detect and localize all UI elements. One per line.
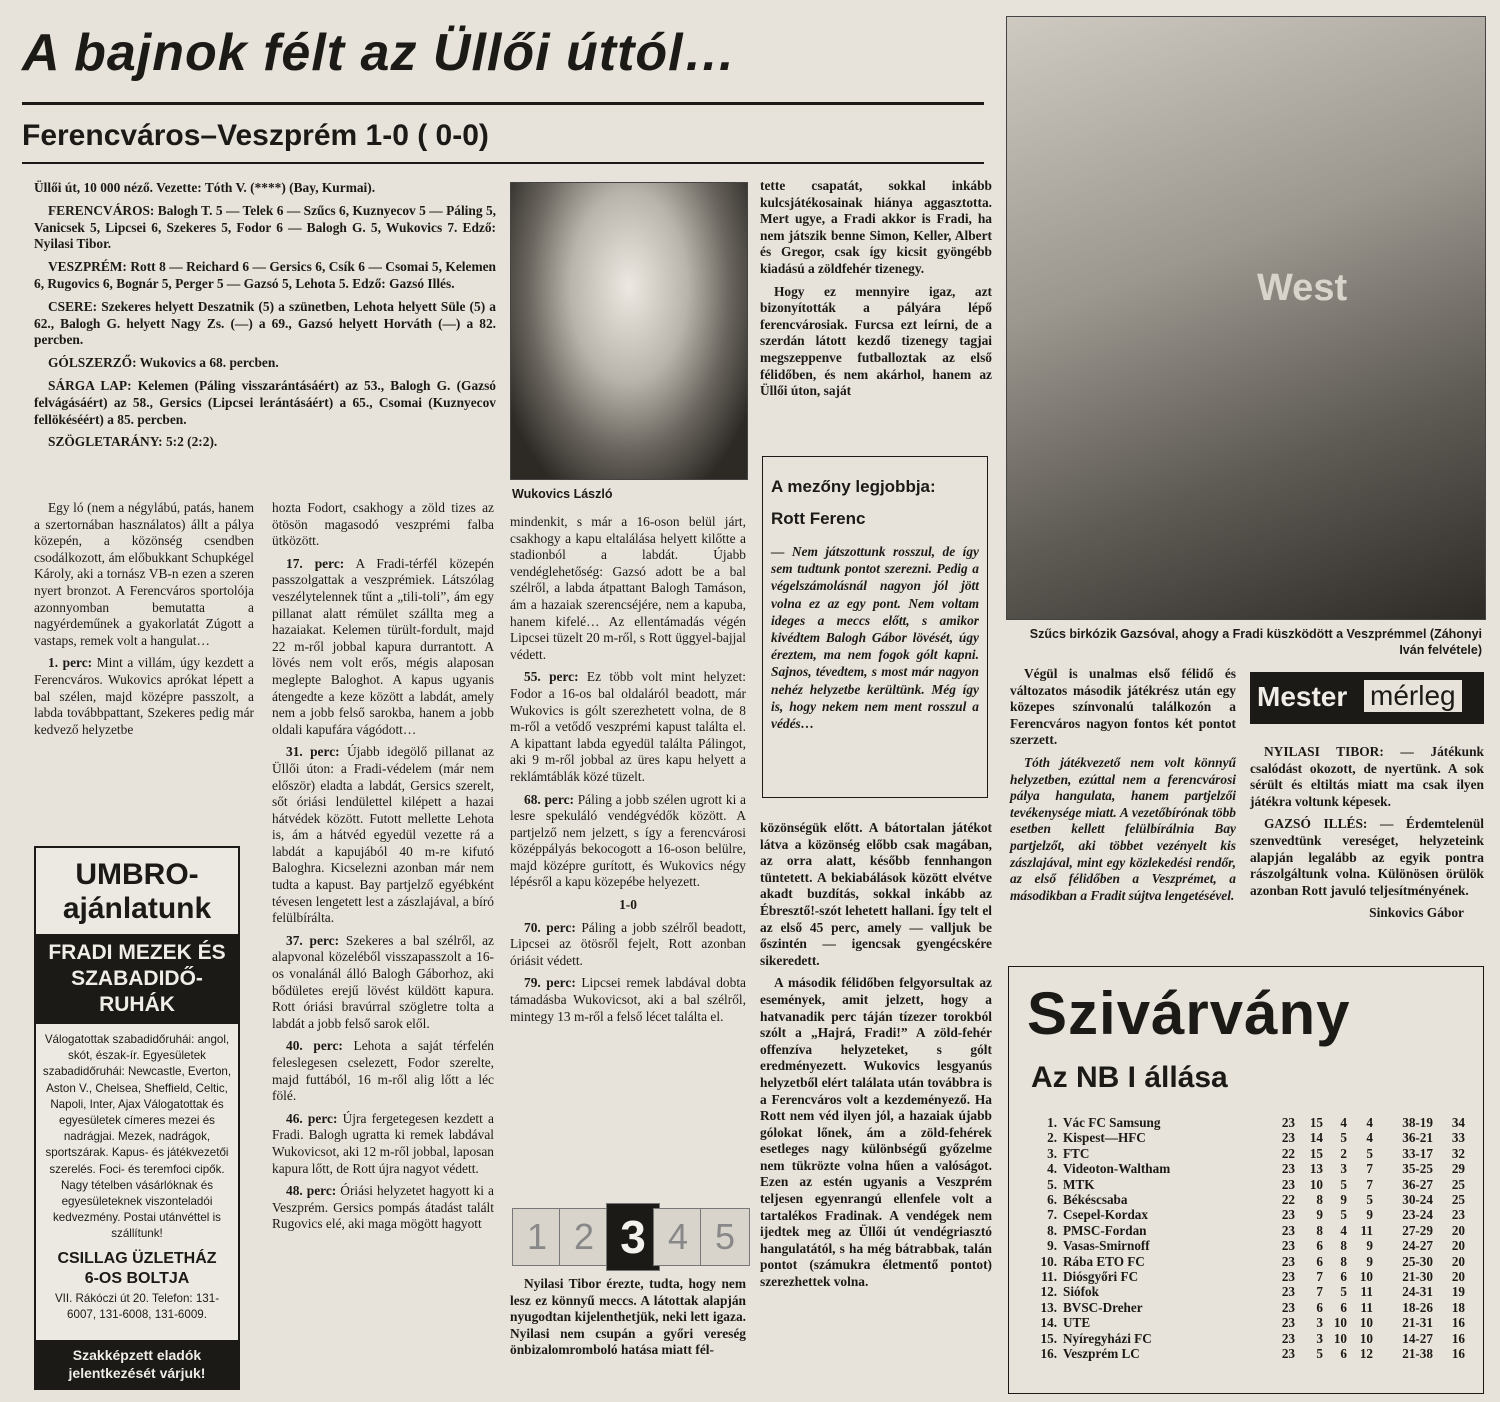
cell-goals: 25-30: [1402, 1253, 1433, 1269]
gazso-text: — Érdemtelenül szenvedtünk vereséget, helyzeteink alapján legalább az egyik pontra rászolgáltunk volna. Különösen örülök azonban Rott javuló teljesítményének.: [1250, 816, 1484, 898]
cell-team: BVSC-Dreher: [1063, 1299, 1143, 1315]
cell-l: 11: [1360, 1222, 1373, 1238]
paragraph-text: Lipcsei remek labdával dobta támadásba Wukovicsot, aki a bal szélről, mintegy 13 m-ről a felső lécet találta el.: [510, 975, 746, 1024]
paragraph-text: Páling a jobb szélről beadott, Lipcsei az ötösről fejelt, Rott azonban óriásit védett.: [510, 919, 746, 968]
best-player-box: [762, 456, 988, 798]
cell-pos: 14.: [1040, 1315, 1057, 1331]
minute-label: 31. perc:: [286, 744, 340, 760]
cell-d: 9: [1340, 1192, 1347, 1207]
cell-pts: 33: [1451, 1130, 1465, 1146]
paragraph: [510, 792, 746, 892]
cell-l: 9: [1366, 1253, 1373, 1269]
cell-goals: 21-31: [1402, 1315, 1433, 1331]
cell-p: 22: [1281, 1145, 1295, 1161]
paragraph-text: Páling a jobb szélen ugrott ki a lesre spekuláló vendégvédők között. A partjelző nem jelzett, s így a ferencvárosi középpályás bekocogott a 16-oson belülre, majd középre gurított, és Wukovics négy lépésről a kapu közepébe helyezett.: [510, 791, 746, 890]
cell-w: 6: [1316, 1299, 1323, 1315]
standings-subtitle: Az NB I állása: [1031, 1061, 1228, 1094]
cell-goals: 24-27: [1402, 1238, 1433, 1254]
cell-d: 8: [1340, 1238, 1347, 1254]
gazso-label: GAZSÓ ILLÉS:: [1264, 816, 1368, 832]
cell-l: 12: [1359, 1346, 1373, 1361]
cell-pts: 16: [1451, 1346, 1465, 1361]
cell-l: 10: [1359, 1330, 1373, 1346]
cell-goals: 21-38: [1402, 1346, 1433, 1361]
yellow-cards: SÁRGA LAP: Kelemen (Páling visszarántásáért) az 53., Balogh G. (Gazsó felvágásáért) az 58., Gersics (Lipcsei lerántásáért) a 65., Csomai (Kuznyecov fellökéséért) a 85. percben.: [34, 377, 496, 427]
cell-w: 5: [1316, 1346, 1323, 1361]
toth-paragraph: Tóth játékvezető nem volt könnyű helyzetben, ezúttal nem a ferencvárosi pálya hangulata, hanem partjelzői tevékenysége miatt. A vezetőbírónak több esetben kellett felülbírálnia Bay partjelzőt, aki többet vezényelt kis zászlajával, mint egy közlekedési rendőr, az első félidőben a Veszprémet, a másodikban a Fradit sújtva lengetésével.: [1010, 754, 1236, 903]
cell-w: 3: [1316, 1330, 1323, 1346]
cell-team: MTK: [1063, 1176, 1095, 1192]
article-column-1: [34, 500, 254, 744]
cell-p: 23: [1281, 1176, 1295, 1192]
cell-d: 4: [1340, 1222, 1347, 1238]
paragraph-text: Szekeres a bal szélről, az alapvonal közeléből visszapasszolt a 16-os vonalánál álló Balogh Gáborhoz, aki bődületes erejű lövést küldött kapura. Rott óriási bravúrral szögletre tolta a labdát a jobb felső sarok elől.: [272, 932, 494, 1031]
subheadline-rule: [22, 162, 984, 164]
cell-goals: 14-27: [1402, 1330, 1433, 1346]
col4-p2: Hogy ez mennyire igaz, azt bizonyították a pályára lépő ferencvárosiak. Furcsa ezt leírni, de a szerdán látott kezdő tizenegy tagjai megszeppenve futballoztak az első félidőben, és nem akárhol, hanem az Üllői úton, saját: [760, 283, 992, 399]
paragraph-text: A Fradi-térfél közepén passzolgattak a veszprémiek. Látszólag veszélytelennek tűnt a „tili-toli”, ám egy pillanat alatt rémület szállta meg a hazaiakat. Kelemen türült-fordult, majd 22 m-ről jobbal kapura durrantott. A lövés nem volt erős, mégis alaposan meglepte Baloghot. A kapus ugyanis átengedte a keze között a labdát, amely nem a jobb felső sarokba, hanem a jobb oldali kapufára vágódott…: [272, 555, 494, 737]
headline-rule: [22, 102, 984, 105]
cell-team: Vasas-Smirnoff: [1063, 1238, 1150, 1254]
mestermerleg-title-a: Mester: [1257, 681, 1348, 712]
minute-label: 68. perc:: [524, 791, 574, 807]
article-column-4-top: [760, 178, 992, 406]
article-column-4-bottom: [760, 820, 992, 1297]
cell-l: 5: [1366, 1192, 1373, 1207]
intro-paragraph: Egy ló (nem a négylábú, patás, hanem a szertornában használatos) állt a pálya közepén, a közönség csendben csodálkozott, ám előbukkant Schupkégel Károly, aki a tornász VB-n ezen a szeren nyert bronzot. A Ferencváros sportolója azonnyomban bemutatta a nagyérdeműnek a gyakorlatát Zúgott a vastaps, remek volt a hangulat…: [34, 500, 254, 648]
best-player-title: A mezőny legjobbja:: [771, 477, 936, 496]
paragraph: [510, 669, 746, 785]
table-row: [1029, 1115, 1469, 1130]
portrait-photo: [510, 182, 748, 480]
minute-label: 17. perc:: [286, 555, 345, 571]
cell-w: 15: [1309, 1145, 1323, 1161]
author: Sinkovics Gábor: [1369, 905, 1464, 921]
cell-d: 10: [1333, 1315, 1347, 1331]
minute-label: 55. perc:: [524, 669, 579, 685]
cell-d: 10: [1333, 1330, 1347, 1346]
paragraph: [272, 1183, 494, 1233]
rating-cell-3: 3: [606, 1203, 660, 1271]
cell-p: 23: [1281, 1330, 1295, 1346]
cell-p: 23: [1281, 1207, 1295, 1223]
gazso-quote: [1250, 816, 1484, 899]
paragraph-text: Lehota a saját térfelén feleslegesen cselezett, Fodor szerelte, majd futtából, 16 m-ről alig lőtt a léc fölé.: [272, 1038, 494, 1104]
cell-pos: 11.: [1041, 1269, 1057, 1284]
minute-label: 1-0: [619, 897, 637, 913]
umbro-address: VII. Rákóczi út 20. Telefon: 131-6007, 131-6008, 131-6009.: [54, 1291, 220, 1321]
cell-p: 23: [1281, 1130, 1295, 1146]
cell-l: 10: [1359, 1269, 1373, 1284]
cell-p: 23: [1281, 1299, 1295, 1315]
cell-p: 23: [1281, 1346, 1295, 1361]
cell-d: 5: [1340, 1176, 1347, 1192]
cell-goals: 38-19: [1402, 1115, 1433, 1130]
table-row: [1029, 1300, 1469, 1315]
umbro-footer: Szakképzett eladók jelentkezését várjuk!: [36, 1340, 238, 1388]
col4-p4: A második félidőben felgyorsultak az események, amit jelzett, hogy a hatvanadik perc táján tízezer torokból szólt a „Hajrá, Fradi!” A zöld-fehér offenzíva helyzeteket, s gólt eredményezett. Wukovics lesgyanús helyzetből elért találata után továbbra is a Ferencváros volt a kezdeményező. Ha Rott nem véd ilyen jól, a hazaiak újabb gólokat lőnek, ám a zöld-fehérek esetleges nagy különbségű győzelme nem tükrözte volna hűen a valóságot. Ezen az estén ugyanis a Veszprém teljesen egyenrangú ellenfele volt a tartalékos Fradinak. A vendégek nem ijedtek meg az Üllői út vendégriasztó hangulatától, s ha még bátrabbak, talán pontot (számukra életmentő pontot) szerezhettek volna.: [760, 975, 992, 1290]
cell-pos: 16.: [1040, 1346, 1057, 1361]
cell-w: 6: [1316, 1238, 1323, 1254]
cell-goals: 18-26: [1402, 1299, 1433, 1315]
table-row: [1029, 1161, 1469, 1176]
standings-table: [1029, 1115, 1469, 1375]
cell-goals: 36-21: [1402, 1130, 1433, 1146]
cell-goals: 23-24: [1402, 1207, 1433, 1223]
photo-overlay-text: West: [1257, 267, 1348, 309]
cell-team: Nyíregyházi FC: [1063, 1330, 1152, 1346]
article-column-2: [272, 500, 494, 1239]
cell-p: 23: [1281, 1115, 1295, 1130]
cell-goals: 33-17: [1402, 1145, 1433, 1161]
cell-w: 8: [1316, 1222, 1323, 1238]
minute-label: 48. perc:: [286, 1183, 337, 1199]
cell-l: 10: [1359, 1315, 1373, 1331]
match-photo: [1006, 16, 1486, 620]
table-row: [1029, 1238, 1469, 1253]
cell-team: UTE: [1063, 1315, 1091, 1331]
rating-cell-2: 2: [559, 1208, 609, 1266]
nyilasi-label: NYILASI TIBOR:: [1264, 744, 1384, 759]
cell-d: 8: [1340, 1253, 1347, 1269]
cell-pts: 20: [1451, 1238, 1465, 1254]
nyilasi-text: — Játékunk csalódást okozott, de nyertünk. A sok sérült és eltiltás miatt ma csak ilyen játékra voltunk képesek.: [1250, 744, 1484, 809]
umbro-body: Válogatottak szabadidőruhái: angol, skót, észak-ír. Egyesületek szabadidőruhái: Newcastle, Everton, Aston V., Chelsea, Sheffield, Celtic, Napoli, Inter, Ajax Válogatottak és egyesületek címeres mezei és nadrágjai. Mezek, nadrágok, sportszárak. Kapus- és játékvezetői szerelés. Foci- és teremfoci cipők. Nagy tételben vásárlóknak és egyesületeknek viszonteladói kedvezmény. Postai utánvéttel is szállítunk!: [42, 1033, 232, 1241]
cell-team: Diósgyőri FC: [1063, 1269, 1139, 1284]
cell-w: 9: [1316, 1207, 1323, 1223]
goalscorer: GÓLSZERZŐ: Wukovics a 68. percben.: [48, 355, 279, 371]
cell-team: Békéscsaba: [1063, 1192, 1128, 1207]
match-venue: Üllői út, 10 000 néző. Vezette: Tóth V. (****) (Bay, Kurmai).: [34, 180, 376, 195]
table-row: [1029, 1223, 1469, 1238]
cell-w: 7: [1316, 1269, 1323, 1284]
col4-p3: közönségük előtt. A bátortalan játékot látva a közönség előbb csak magában, az orra alatt, később fennhangon tüntetett. A bekiabálások között elvétve akadt buzdítás, sokkal inkább az Ébresztő!-szót lehetett hallani. Így telt el az első 45 perc, amely — valljuk be őszintén — igencsak gyengécskére sikeredett.: [760, 820, 992, 968]
cell-w: 13: [1309, 1161, 1323, 1177]
cell-w: 6: [1316, 1253, 1323, 1269]
cell-l: 11: [1360, 1284, 1373, 1300]
paragraph: [272, 500, 494, 550]
cell-pos: 15.: [1040, 1330, 1057, 1346]
paragraph: [272, 933, 494, 1033]
cell-d: 3: [1340, 1161, 1347, 1177]
cell-l: 7: [1366, 1161, 1373, 1177]
cell-p: 23: [1281, 1253, 1295, 1269]
photo-caption: Szűcs birkózik Gazsóval, ahogy a Fradi küszködött a Veszprémmel (Záhonyi Iván felvétele): [1029, 627, 1482, 657]
cell-d: 5: [1340, 1284, 1347, 1300]
cell-d: 6: [1340, 1299, 1347, 1315]
paragraph-text: Ez több volt mint helyzet: Fodor a 16-os bal oldaláról beadott, már Wukovics is gólt szerezhetett volna, de 8 m-ről a vetődő veszprémi kapust találta el. A kipattant labda egyedül találta Pálingot, aki 9 m-ről jobbal az üres kapu helyett a reklámtáblák közé tüzelt.: [510, 669, 746, 784]
paragraph: [272, 1038, 494, 1104]
cell-goals: 30-24: [1402, 1192, 1433, 1207]
cell-pts: 19: [1451, 1284, 1465, 1300]
lineup-veszprem: VESZPRÉM: Rott 8 — Reichard 6 — Gersics 6, Csík 6 — Csomai 5, Kelemen 6, Rugovics 6, Bognár 5, Perger 5 — Gazsó 5, Lehota 5. Edző: Gazsó Illés.: [34, 259, 496, 291]
cell-p: 22: [1281, 1192, 1295, 1207]
cell-team: Veszprém LC: [1063, 1346, 1140, 1361]
cell-pts: 18: [1451, 1299, 1465, 1315]
umbro-ad: [34, 846, 240, 1390]
paragraph: [272, 744, 494, 927]
mestermerleg-text: [1250, 744, 1484, 922]
table-row: [1029, 1284, 1469, 1299]
paragraph: [272, 556, 494, 739]
cell-l: 5: [1366, 1145, 1373, 1161]
match-info: [34, 180, 496, 457]
table-row: [1029, 1192, 1469, 1207]
article-column-3-bottom: [510, 1276, 746, 1365]
cell-pos: 7.: [1047, 1207, 1057, 1223]
cell-pos: 2.: [1047, 1130, 1057, 1146]
article-column-3: [510, 514, 746, 1031]
article-column-5: [1010, 666, 1236, 910]
cell-pos: 4.: [1047, 1161, 1057, 1177]
paragraph: [510, 975, 746, 1025]
cell-pos: 1.: [1047, 1115, 1057, 1130]
standings-box: [1008, 966, 1484, 1394]
cell-w: 14: [1309, 1130, 1323, 1146]
cell-w: 7: [1316, 1284, 1323, 1300]
corner-ratio: SZÖGLETARÁNY: 5:2 (2:2).: [48, 434, 218, 450]
cell-d: 4: [1340, 1115, 1347, 1130]
cell-pos: 10.: [1040, 1253, 1057, 1269]
cell-l: 4: [1366, 1115, 1373, 1130]
cell-pts: 16: [1451, 1315, 1465, 1331]
rating-cell-1: 1: [512, 1208, 562, 1266]
paragraph-text: Óriási helyzetet hagyott ki a Veszprém. Gersics pompás átadást talált Rugovics elé, aki maga mögött hagyott: [272, 1183, 494, 1232]
best-player-name: Rott Ferenc: [771, 509, 866, 528]
cell-l: 9: [1366, 1207, 1373, 1223]
paragraph: [510, 897, 746, 914]
table-row: [1029, 1331, 1469, 1346]
player-rating: [512, 1208, 748, 1268]
cell-pos: 9.: [1047, 1238, 1057, 1254]
table-row: [1029, 1315, 1469, 1330]
cell-p: 23: [1281, 1161, 1295, 1177]
table-row: [1029, 1146, 1469, 1161]
table-row: [1029, 1346, 1469, 1361]
paragraph: [510, 514, 746, 663]
cell-team: Vác FC Samsung: [1063, 1115, 1161, 1130]
table-row: [1029, 1207, 1469, 1222]
cell-pts: 25: [1451, 1176, 1465, 1192]
cell-p: 23: [1281, 1315, 1295, 1331]
cell-team: Rába ETO FC: [1063, 1253, 1145, 1269]
cell-team: PMSC-Fordan: [1063, 1222, 1147, 1238]
cell-pts: 20: [1451, 1253, 1465, 1269]
cell-pos: 6.: [1047, 1192, 1057, 1207]
cell-d: 6: [1340, 1269, 1347, 1284]
cell-pos: 3.: [1047, 1145, 1057, 1161]
cell-w: 8: [1316, 1192, 1323, 1207]
minute-label: 70. perc:: [524, 919, 576, 935]
cell-p: 23: [1281, 1269, 1295, 1284]
cell-p: 23: [1281, 1284, 1295, 1300]
paragraph-text: Újabb idegölő pillanat az Üllői úton: a Fradi-védelem (már nem először) eladta a labdát, Gersics szerelt, sőt óriási lendülettel kilépett a hazai hátvédek között. Futott mellette Lehota is, ám a hátvéd egyedül vezette rá a labdát a kapujából 40 m-re kifutó Baloghra. Kicselezni azonban már nem tudta a kapust. Bay partjelző egyébként tévesen lengetett lest a zászlajával, a bíró felülbírálta.: [272, 744, 494, 926]
cell-goals: 36-27: [1402, 1176, 1433, 1192]
minute-label: 46. perc:: [286, 1110, 338, 1126]
minute-1: [34, 655, 254, 738]
mestermerleg-logo: [1250, 672, 1484, 724]
standings-title: Szivárvány: [1027, 980, 1351, 1047]
cell-l: 7: [1366, 1176, 1373, 1192]
cell-pts: 16: [1451, 1330, 1465, 1346]
subheadline: Ferencváros–Veszprém 1-0 ( 0-0): [22, 119, 489, 152]
cell-pos: 8.: [1047, 1222, 1057, 1238]
cell-w: 15: [1309, 1115, 1323, 1130]
cell-goals: 35-25: [1402, 1161, 1433, 1177]
mestermerleg-title-b: mérleg: [1363, 679, 1463, 713]
cell-w: 3: [1316, 1315, 1323, 1331]
cell-pos: 12.: [1040, 1284, 1057, 1300]
portrait-caption: Wukovics László: [512, 487, 613, 501]
minute-1-label: 1. perc:: [48, 655, 93, 671]
cell-pts: 32: [1451, 1145, 1465, 1161]
umbro-store-1: CSILLAG ÜZLETHÁZ: [57, 1249, 217, 1267]
cell-team: Kispest—HFC: [1063, 1130, 1146, 1146]
cell-team: Siófok: [1063, 1284, 1099, 1300]
cell-pts: 34: [1451, 1115, 1465, 1130]
minute-label: 79. perc:: [524, 975, 576, 991]
paragraph: [510, 920, 746, 970]
umbro-title-2: ajánlatunk: [62, 892, 212, 925]
table-row: [1029, 1130, 1469, 1145]
cell-l: 9: [1366, 1238, 1373, 1254]
lineup-ferencvaros: FERENCVÁROS: Balogh T. 5 — Telek 6 — Szűcs 6, Kuznyecov 5 — Páling 5, Vanicsek 5, Lipcsei 6, Szekeres 5, Fodor 6 — Balogh G. 5, Wukovics 7. Edző: Nyilasi Tibor.: [34, 202, 496, 252]
cell-goals: 24-31: [1402, 1284, 1433, 1300]
cell-p: 23: [1281, 1222, 1295, 1238]
best-player-quote: — Nem játszottunk rosszul, de így sem tudtunk pontot szerezni. Pedig a végelszámolásnál nagyon jól jött volna ez az egy pont. Nem voltam ideges a meccs előtt, s amikor kivédtem Balogh Gábor lövését, úgy éreztem, ma nem fogok gólt kapni. Sajnos, tévedtem, s most már nagyon nehéz helyzetbe kerültünk. Még így is, hogy nekem nem ment rosszul a védés…: [771, 544, 979, 732]
minute-1-text: Mint a villám, úgy kezdett a Ferencváros. Wukovics aprókat lépett a bal szélen, majd középre passzolt, a labda továbbpattant, Szekeres pedig már kedvező helyzetbe: [34, 655, 254, 737]
cell-goals: 21-30: [1402, 1269, 1433, 1284]
cell-pts: 20: [1451, 1269, 1465, 1284]
cell-team: Videoton-Waltham: [1063, 1161, 1171, 1177]
cell-d: 2: [1340, 1145, 1347, 1161]
umbro-title-1: UMBRO-: [75, 858, 199, 891]
minute-label: 40. perc:: [286, 1038, 343, 1054]
substitutions: CSERE: Szekeres helyett Deszatnik (5) a szünetben, Lehota helyett Süle (5) a 62., Balogh G. helyett Nagy Zs. (—) a 69., Gazsó helyett Horváth (—) a 82. percben.: [34, 298, 496, 348]
paragraph-text: mindenkit, s már a 16-oson belül járt, csakhogy a kapu eltalálása helyett kilőtte a stadionból a labdát. Újabb vendéglehetőség: Gazsó adott be a bal szélről, a labda átpattant Balogh Tamáson, ám a hazaiak szerencséjére, nem a kapuba, hanem kifelé… Az ellentámadás végén Lipcsei tüzelt 20 m-ről, s Rott üggyel-bajjal védett.: [510, 514, 746, 662]
paragraph: [272, 1111, 494, 1177]
cell-l: 11: [1360, 1299, 1373, 1315]
cell-p: 23: [1281, 1238, 1295, 1254]
table-row: [1029, 1269, 1469, 1284]
nyilasi-quote: [1250, 744, 1484, 810]
cell-d: 6: [1340, 1346, 1347, 1361]
cell-goals: 27-29: [1402, 1222, 1433, 1238]
umbro-store-2: 6-OS BOLTJA: [84, 1269, 190, 1287]
col4-p1: tette csapatát, sokkal inkább kulcsjátékosainak hiánya aggasztotta. Mert ugye, a Fradi akkor is Fradi, ha nem játszik benne Simon, Keller, Albert és Gregor, csak így kicsit gyöngébb kiadású a zöldfehér tizenegy.: [760, 178, 992, 276]
nyilasi-paragraph: Nyilasi Tibor érezte, tudta, hogy nem lesz ez könnyű meccs. A látottak alapján nyugodtan kijelenthetjük, neki lett igaza. Nyilasi nem csupán a győri vereség önbizalomromboló hatása miatt fél-: [510, 1276, 746, 1358]
umbro-band: FRADI MEZEK ÉS SZABADIDŐ-RUHÁK: [36, 934, 238, 1024]
table-row: [1029, 1177, 1469, 1192]
cell-w: 10: [1309, 1176, 1323, 1192]
cell-d: 5: [1340, 1130, 1347, 1146]
cell-pos: 13.: [1040, 1299, 1057, 1315]
cell-d: 5: [1340, 1207, 1347, 1223]
cell-l: 4: [1366, 1130, 1373, 1146]
paragraph-text: hozta Fodort, csakhogy a zöld tizes az ötösön magasodó veszprémi falba ütközött.: [272, 500, 494, 549]
cell-pts: 29: [1451, 1161, 1465, 1177]
vegul-paragraph: Végül is unalmas első félidő és változatos második játékrész után egy közepes színvonalú találkozón a Ferencváros nagyon fontos két pontot szerzett.: [1010, 666, 1236, 748]
cell-team: FTC: [1063, 1145, 1090, 1161]
cell-pts: 25: [1451, 1192, 1465, 1207]
table-row: [1029, 1254, 1469, 1269]
cell-pts: 20: [1451, 1222, 1465, 1238]
rating-cell-4: 4: [653, 1208, 703, 1266]
rating-cell-5: 5: [700, 1208, 750, 1266]
paragraph-text: Újra fergetegesen kezdett a Fradi. Balogh ugratta ki remek labdával Wukovicsot, aki 12 m-ről jobbal, laposan kapura lőtt, de Rott újra nagyot védett.: [272, 1110, 494, 1176]
minute-label: 37. perc:: [286, 932, 340, 948]
headline: A bajnok félt az Üllői úttól…: [22, 24, 737, 82]
cell-pos: 5.: [1047, 1176, 1057, 1192]
cell-team: Csepel-Kordax: [1063, 1207, 1148, 1223]
cell-pts: 23: [1451, 1207, 1465, 1223]
